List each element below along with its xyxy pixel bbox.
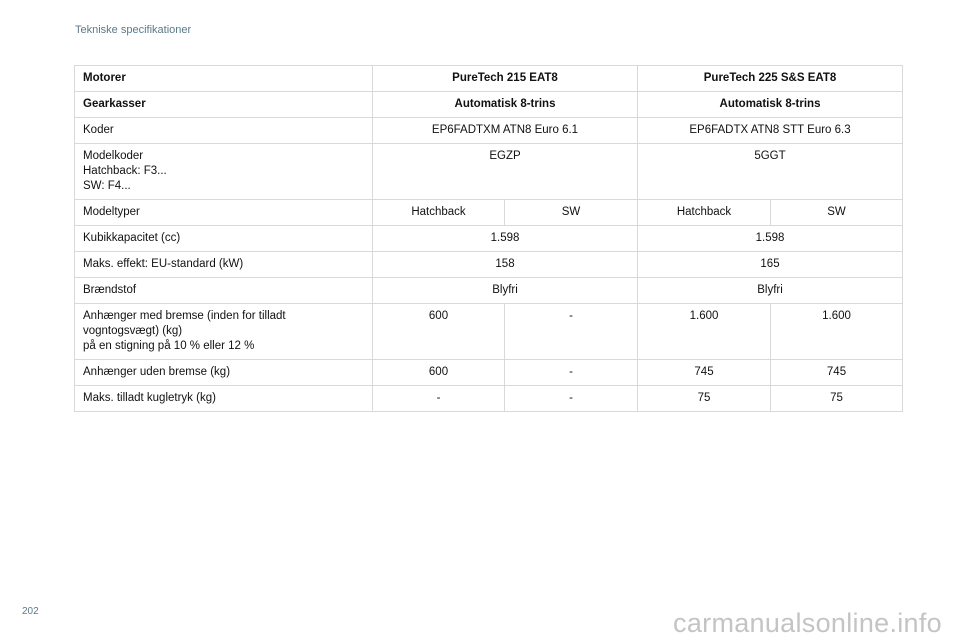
row-label: Modelkoder Hatchback: F3... SW: F4... [75,144,373,200]
table-cell: 158 [373,252,638,278]
table-cell: 75 [771,386,903,412]
table-cell: - [505,360,638,386]
row-label: Gearkasser [75,92,373,118]
table-cell: 600 [373,360,505,386]
row-label: Maks. tilladt kugletryk (kg) [75,386,373,412]
table-cell: 745 [771,360,903,386]
table-cell: - [505,304,638,360]
row-label: Maks. effekt: EU-standard (kW) [75,252,373,278]
page-header-title: Tekniske specifikationer [75,24,192,36]
engine1-header: PureTech 215 EAT8 [373,66,638,92]
table-cell: 1.598 [373,226,638,252]
table-cell: 600 [373,304,505,360]
row-label: Anhænger uden bremse (kg) [75,360,373,386]
row-label: Kubikkapacitet (cc) [75,226,373,252]
table-cell: 745 [638,360,771,386]
table-cell: Automatisk 8-trins [638,92,903,118]
table-row-braked-trailer [75,304,903,360]
table-cell: 5GGT [638,144,903,200]
table-cell: Hatchback [373,200,505,226]
table-cell: SW [505,200,638,226]
table-cell: 75 [638,386,771,412]
table-cell: 1.598 [638,226,903,252]
table-row-displacement [75,226,903,252]
page-number: 202 [22,606,39,617]
table-cell: Blyfri [638,278,903,304]
table-cell: Automatisk 8-trins [373,92,638,118]
table-row-power [75,252,903,278]
table-row-unbraked-trailer [75,360,903,386]
table-cell: 165 [638,252,903,278]
row-label: Motorer [75,66,373,92]
table-cell: 1.600 [638,304,771,360]
table-cell: Hatchback [638,200,771,226]
table-row-fuel [75,278,903,304]
row-label: Anhænger med bremse (inden for tilladt vogntogsvægt) (kg) på en stigning på 10 % eller 12 % [75,304,373,360]
table-cell: 1.600 [771,304,903,360]
row-label: Brændstof [75,278,373,304]
table-row-codes [75,118,903,144]
table-cell: SW [771,200,903,226]
row-label: Modeltyper [75,200,373,226]
engine2-header: PureTech 225 S&S EAT8 [638,66,903,92]
table-row-model-codes [75,144,903,200]
table-row-towball-load [75,386,903,412]
table-row-gearbox [75,92,903,118]
table-cell: EGZP [373,144,638,200]
table-row-model-types [75,200,903,226]
table-row-engines [75,66,903,92]
table-cell: - [373,386,505,412]
table-cell: - [505,386,638,412]
row-label: Koder [75,118,373,144]
table-cell: Blyfri [373,278,638,304]
table-cell: EP6FADTX ATN8 STT Euro 6.3 [638,118,903,144]
watermark: carmanualsonline.info [673,608,942,638]
table-cell: EP6FADTXM ATN8 Euro 6.1 [373,118,638,144]
specifications-table [74,65,903,412]
